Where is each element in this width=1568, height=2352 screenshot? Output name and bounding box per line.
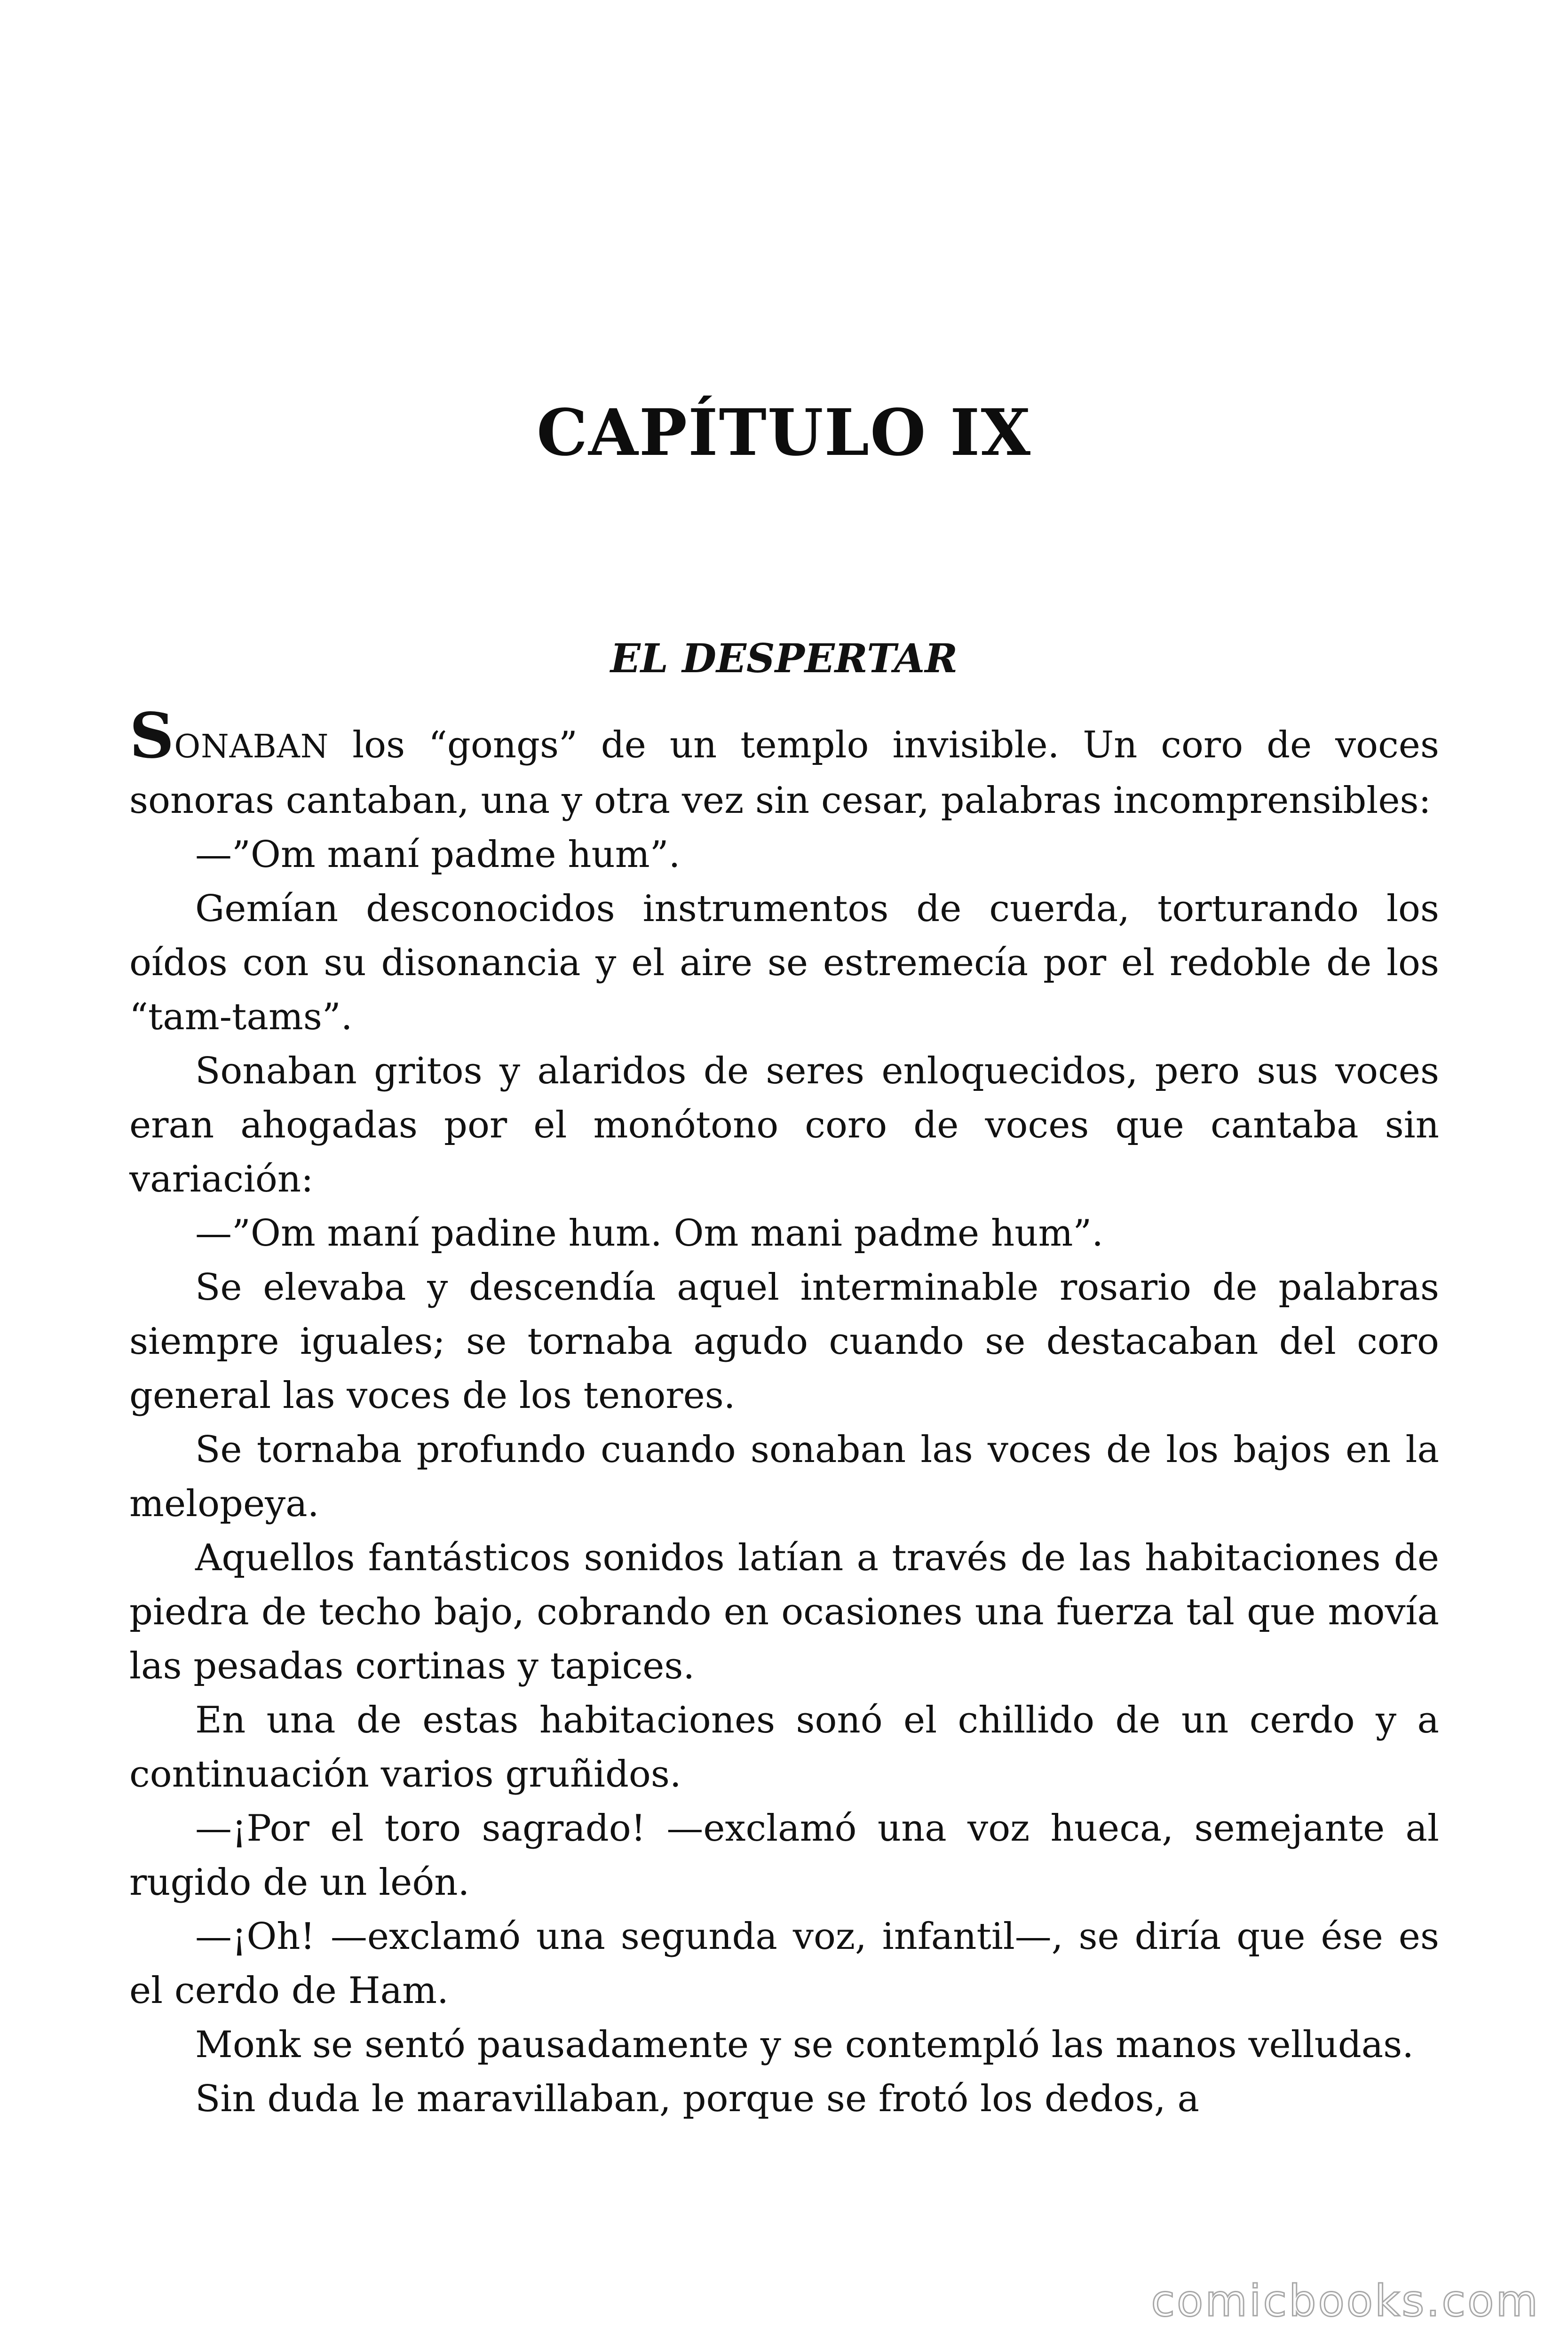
paragraph: En una de estas habitaciones sonó el chillido de un cerdo y a continuación varios gruñidos. [129, 1699, 1439, 1796]
paragraph-last: Sin duda le maravillaban, porque se frotó los dedos, a [195, 2078, 1199, 2120]
paragraph: Aquellos fantásticos sonidos latían a través de las habitaciones de piedra de techo bajo, cobrando en ocasiones una fuerza tal que movía las pesadas cortinas y tapices. [129, 1537, 1439, 1687]
paragraph: —¡Oh! —exclamó una segunda voz, infantil—, se diría que ése es el cerdo de Ham. [129, 1915, 1439, 2012]
first-word-smallcaps: ONABAN [174, 728, 329, 765]
paragraph-1 [129, 699, 1439, 828]
paragraph: Sonaban gritos y alaridos de seres enloquecidos, pero sus voces eran ahogadas por el monótono coro de voces que cantaba sin variación: [129, 1050, 1439, 1200]
chapter-title: CAPÍTULO IX [536, 395, 1032, 470]
dropcap-letter: S [129, 699, 174, 772]
paragraph: —”Om maní padme hum”. [195, 834, 681, 876]
watermark: comicbooks.com [1151, 2276, 1540, 2326]
paragraph: Gemían desconocidos instrumentos de cuerda, torturando los oídos con su disonancia y el aire se estremecía por el redoble de los “tam-tams”. [129, 888, 1439, 1038]
paragraph: —”Om maní padine hum. Om mani padme hum”. [195, 1212, 1104, 1255]
paragraph: Se tornaba profundo cuando sonaban las voces de los bajos en la melopeya. [129, 1429, 1439, 1525]
first-paragraph-text: los “gongs” de un templo invisible. Un coro de voces sonoras cantaban, una y otra vez sin cesar, palabras incomprensibles: [129, 724, 1439, 822]
paragraph: Se elevaba y descendía aquel interminable rosario de palabras siempre iguales; se tornaba agudo cuando se destacaban del coro general las voces de los tenores. [129, 1266, 1439, 1417]
chapter-subtitle: EL DESPERTAR [610, 635, 958, 682]
paragraph: Monk se sentó pausadamente y se contempló las manos velludas. [195, 2024, 1414, 2066]
paragraph: —¡Por el toro sagrado! —exclamó una voz hueca, semejante al rugido de un león. [129, 1807, 1439, 1904]
body-text [129, 699, 1439, 2126]
